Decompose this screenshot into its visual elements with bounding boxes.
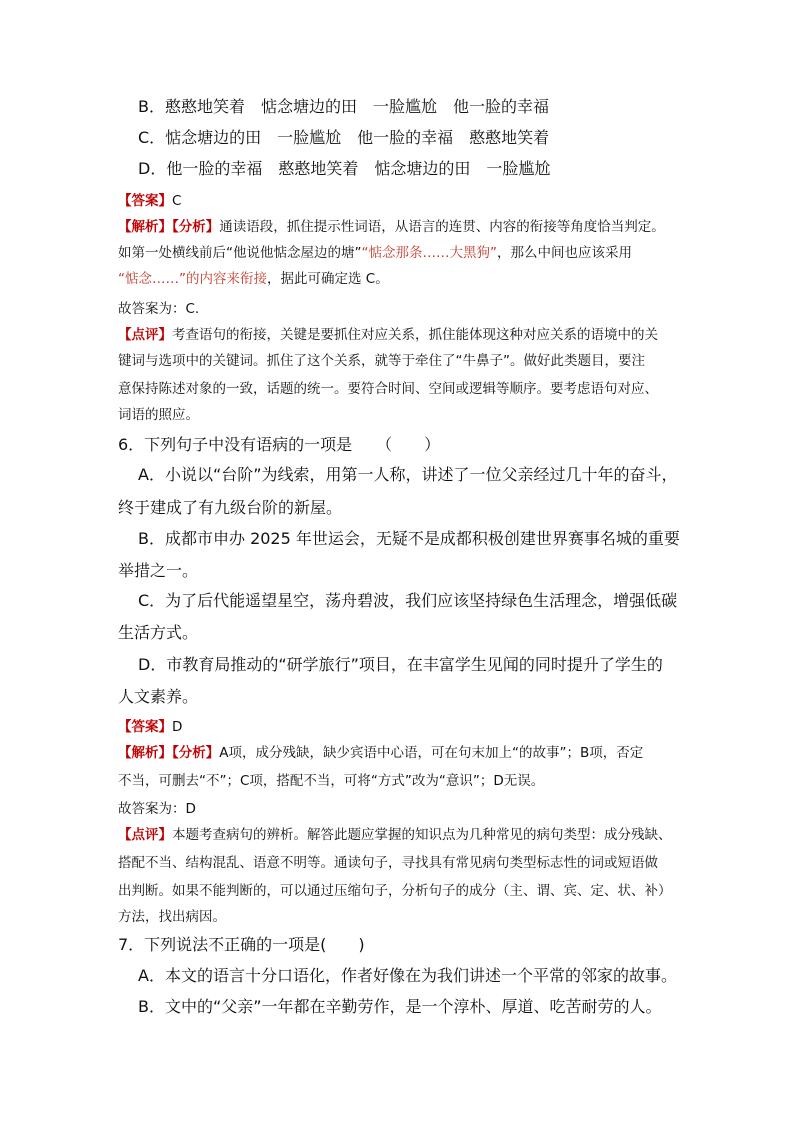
q6-analysis-line-2: 不当，可删去“不”；C项，搭配不当，可将“方式”改为“意识”；D无误。 [118, 773, 545, 789]
q6-comment-line-3: 出判断。如果不能判断的，可以通过压缩句子，分析句子的成分（主、谓、宾、定、状、补） [118, 883, 672, 899]
q6-option-b-line-2: 举措之一。 [118, 561, 199, 580]
q5-comment-line-1: 【点评】考查语句的衔接，关键是要抓住对应关系，抓住能体现这种对应关系的语境中的关 [118, 327, 658, 343]
q5-answer [118, 190, 181, 212]
q6-comment-line-2: 搭配不当、结构混乱、语意不明等。通读句子，寻找具有常见病句类型标志性的词或短语做 [118, 855, 658, 871]
q6-comment-line-1: 【点评】本题考查病句的辨析。解答此题应掌握的知识点为几种常见的病句类型：成分残缺、 [118, 827, 672, 843]
q5-analysis-line-3: “惦念……”的内容来衔接，据此可确定选 C。 [118, 271, 389, 287]
q5-option-c: C．惦念塘边的田 一脸尴尬 他一脸的幸福 憨憨地笑着 [138, 128, 550, 147]
q5-comment-line-2: 键词与选项中的关键词。抓住了这个关系，就等于牵住了“牛鼻子”。做好此类题目，要注 [118, 353, 645, 369]
q7-stem: 7．下列说法不正确的一项是( ) [118, 935, 365, 954]
q6-analysis-line-1: 【解析】【分析】A项，成分残缺，缺少宾语中心语，可在句末加上“的故事”；B项，否定 [118, 745, 644, 761]
comment-tag: 【点评】 [118, 327, 172, 343]
q5-analysis-line-1: 【解析】【分析】通读语段，抓住提示性词语，从语言的连贯、内容的衔接等角度恰当判定。 [118, 219, 665, 235]
q5-comment-line-3: 意保持陈述对象的一致，话题的统一。要符合时间、空间或逻辑等顺序。要考虑语句对应、 [118, 381, 658, 397]
quoted-text: “惦念……”的内容来衔接 [118, 271, 267, 287]
q6-option-a-line-1: A．小说以“台阶”为线索，用第一人称，讲述了一位父亲经过几十年的奋斗， [138, 465, 678, 484]
answer-value: D [172, 719, 183, 735]
answer-tag: 【答案】 [118, 719, 172, 735]
q6-option-a-line-2: 终于建成了有九级台阶的新屋。 [118, 498, 343, 517]
comment-tag: 【点评】 [118, 827, 172, 843]
q7-option-a: A．本文的语言十分口语化，作者好像在为我们讲述一个平常的邻家的故事。 [138, 966, 677, 985]
q6-final-answer: 故答案为：D [118, 801, 196, 817]
answer-value: C [172, 193, 182, 209]
quoted-text: “惦念那条……大黑狗” [361, 245, 497, 261]
q6-answer [118, 716, 182, 738]
q6-option-c-line-1: C．为了后代能遥望星空，荡舟碧波，我们应该坚持绿色生活理念，增强低碳 [138, 591, 678, 610]
q5-option-d: D．他一脸的幸福 憨憨地笑着 惦念塘边的田 一脸尴尬 [138, 159, 551, 178]
q6-stem: 6．下列句子中没有语病的一项是 （ ） [118, 435, 441, 454]
analysis-tag: 【解析】【分析】 [118, 745, 220, 761]
q5-final-answer: 故答案为：C. [118, 301, 200, 317]
q5-option-b: B．憨憨地笑着 惦念塘边的田 一脸尴尬 他一脸的幸福 [138, 97, 549, 116]
q6-option-c-line-2: 生活方式。 [118, 623, 199, 642]
q7-option-b: B．文中的“父亲”一年都在辛勤劳作，是一个淳朴、厚道、吃苦耐劳的人。 [138, 997, 662, 1016]
q6-option-b-line-1: B．成都市申办 2025 年世运会，无疑不是成都积极创建世界赛事名城的重要 [138, 529, 680, 548]
q5-analysis-line-2: 如第一处横线前后“他说他惦念屋边的塘”“惦念那条……大黑狗”，那么中间也应该采用 [118, 245, 632, 261]
q5-comment-line-4: 词语的照应。 [118, 407, 199, 423]
q6-comment-line-4: 方法，找出病因。 [118, 909, 226, 925]
answer-tag: 【答案】 [118, 193, 172, 209]
analysis-tag: 【解析】【分析】 [118, 219, 220, 235]
q6-option-d-line-2: 人文素养。 [118, 687, 199, 706]
q6-option-d-line-1: D．市教育局推动的“研学旅行”项目，在丰富学生见闻的同时提升了学生的 [138, 655, 663, 674]
